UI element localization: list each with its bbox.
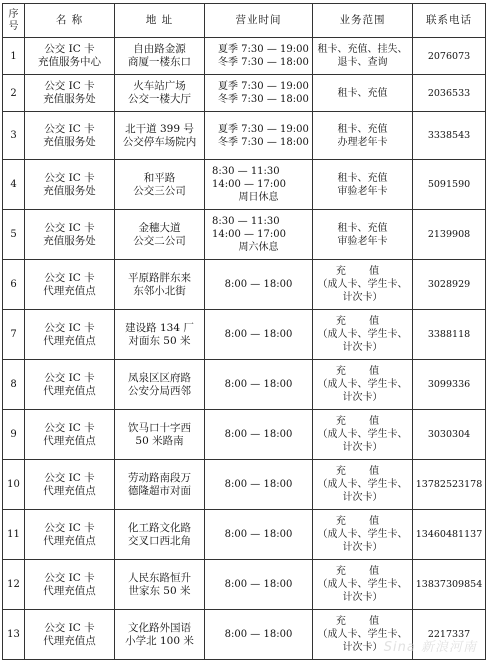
address-line: 对面东 50 米 bbox=[128, 334, 191, 347]
services-line: 充 值 bbox=[335, 466, 390, 477]
cell-address bbox=[115, 210, 205, 260]
cell-name bbox=[25, 460, 115, 510]
cell-name bbox=[25, 360, 115, 410]
table-row bbox=[3, 310, 486, 360]
cell-name bbox=[25, 75, 115, 112]
address-line: 火车站广场 bbox=[133, 80, 186, 92]
hours-line: 夏季 7:30 — 19:00 bbox=[218, 123, 309, 135]
name-line: 代理充值点 bbox=[43, 634, 96, 647]
cell-services bbox=[313, 460, 413, 510]
header-hours: 营业时间 bbox=[205, 4, 313, 38]
cell-services bbox=[313, 38, 413, 75]
cell-hours bbox=[205, 260, 313, 310]
address-line: 建设路 134 厂 bbox=[125, 321, 194, 334]
cell-services bbox=[313, 112, 413, 160]
address-line: 平原路胖东来 bbox=[128, 271, 191, 284]
cell-services bbox=[313, 260, 413, 310]
address-line: 人民东路恒升 bbox=[128, 571, 191, 584]
name-line: 代理充值点 bbox=[43, 384, 96, 397]
cell-phone: 2217337 bbox=[413, 610, 486, 660]
cell-hours bbox=[205, 112, 313, 160]
cell-address bbox=[115, 112, 205, 160]
cell-phone: 13460481137 bbox=[413, 510, 486, 560]
address-line: 化工路文化路 bbox=[128, 521, 191, 534]
name-line: 公交 IC 卡 bbox=[44, 171, 95, 184]
address-line: 和平路 bbox=[143, 171, 176, 184]
cell-name bbox=[25, 38, 115, 75]
cell-hours bbox=[205, 610, 313, 660]
cell-name bbox=[25, 160, 115, 210]
cell-services bbox=[313, 310, 413, 360]
services-line: 审验老年卡 bbox=[337, 235, 388, 247]
cell-seq: 4 bbox=[3, 160, 25, 210]
services-line: （成人卡、学生卡、 bbox=[317, 279, 408, 290]
name-line: 公交 IC 卡 bbox=[44, 321, 95, 334]
cell-address bbox=[115, 260, 205, 310]
address-line: 公交二公司 bbox=[133, 234, 186, 247]
cell-hours bbox=[205, 75, 313, 112]
cell-phone: 2076073 bbox=[413, 38, 486, 75]
cell-seq: 2 bbox=[3, 75, 25, 112]
cell-address bbox=[115, 310, 205, 360]
name-line: 公交 IC 卡 bbox=[44, 521, 95, 534]
cell-address bbox=[115, 610, 205, 660]
address-line: 公交一楼大厅 bbox=[128, 93, 191, 105]
header-row bbox=[3, 4, 486, 38]
cell-services bbox=[313, 410, 413, 460]
cell-services bbox=[313, 210, 413, 260]
header-phone: 联系电话 bbox=[413, 4, 486, 38]
name-line: 公交 IC 卡 bbox=[44, 621, 95, 634]
services-line: （成人卡、学生卡、 bbox=[317, 479, 408, 490]
outlet-table bbox=[2, 3, 486, 660]
services-line: （成人卡、学生卡、 bbox=[317, 629, 408, 640]
services-line: 充 值 bbox=[335, 616, 390, 627]
cell-address bbox=[115, 410, 205, 460]
cell-phone: 5091590 bbox=[413, 160, 486, 210]
table-row bbox=[3, 160, 486, 210]
table-row bbox=[3, 460, 486, 510]
address-line: 50 米路南 bbox=[135, 434, 184, 447]
hours-line: 8:00 — 18:00 bbox=[224, 379, 293, 390]
cell-name bbox=[25, 112, 115, 160]
header-address: 地 址 bbox=[115, 4, 205, 38]
address-line: 公安分局西邻 bbox=[128, 384, 191, 397]
cell-hours bbox=[205, 160, 313, 210]
cell-name bbox=[25, 310, 115, 360]
table-row bbox=[3, 410, 486, 460]
table-row bbox=[3, 560, 486, 610]
cell-address bbox=[115, 360, 205, 410]
cell-seq: 5 bbox=[3, 210, 25, 260]
cell-seq: 10 bbox=[3, 460, 25, 510]
name-line: 代理充值点 bbox=[43, 584, 96, 597]
cell-name bbox=[25, 410, 115, 460]
hours-line: 冬季 7:30 — 18:00 bbox=[218, 57, 309, 68]
name-line: 公交 IC 卡 bbox=[44, 80, 95, 92]
cell-name bbox=[25, 260, 115, 310]
services-line: （成人卡、学生卡、 bbox=[317, 379, 408, 390]
address-line: 公交停车场院内 bbox=[122, 135, 197, 148]
cell-services bbox=[313, 360, 413, 410]
cell-services bbox=[313, 510, 413, 560]
services-line: 计次卡） bbox=[342, 392, 383, 403]
services-line: （成人卡、学生卡、 bbox=[317, 529, 408, 540]
services-line: 计次卡） bbox=[342, 442, 383, 453]
services-line: 租卡、充值、挂失、 bbox=[317, 44, 408, 55]
address-line: 公交三公司 bbox=[133, 184, 186, 197]
services-line: 充 值 bbox=[335, 266, 390, 277]
cell-hours bbox=[205, 560, 313, 610]
name-line: 代理充值点 bbox=[43, 284, 96, 297]
hours-line: 8:00 — 18:00 bbox=[224, 579, 293, 590]
services-line: 计次卡） bbox=[342, 642, 383, 653]
table-row bbox=[3, 260, 486, 310]
hours-line: 冬季 7:30 — 18:00 bbox=[218, 136, 309, 148]
cell-hours bbox=[205, 38, 313, 75]
services-line: （成人卡、学生卡、 bbox=[317, 429, 408, 440]
name-line: 代理充值点 bbox=[43, 484, 96, 497]
services-line: 办理老年卡 bbox=[337, 136, 388, 148]
cell-name bbox=[25, 560, 115, 610]
cell-name bbox=[25, 610, 115, 660]
name-line: 公交 IC 卡 bbox=[44, 221, 95, 234]
table-row bbox=[3, 75, 486, 112]
cell-seq: 1 bbox=[3, 38, 25, 75]
hours-line: 8:00 — 18:00 bbox=[224, 629, 293, 640]
table-row bbox=[3, 210, 486, 260]
hours-line: 夏季 7:30 — 19:00 bbox=[218, 44, 309, 55]
cell-phone: 13837309854 bbox=[413, 560, 486, 610]
cell-name bbox=[25, 510, 115, 560]
services-line: 计次卡） bbox=[342, 492, 383, 503]
services-line: 租卡、充值 bbox=[337, 87, 388, 99]
name-line: 代理充值点 bbox=[43, 534, 96, 547]
address-line: 北干道 399 号 bbox=[125, 122, 194, 135]
cell-phone: 2139908 bbox=[413, 210, 486, 260]
name-line: 充值服务处 bbox=[43, 234, 96, 247]
services-line: 充 值 bbox=[335, 416, 390, 427]
table-row bbox=[3, 360, 486, 410]
cell-hours bbox=[205, 360, 313, 410]
cell-phone: 3028929 bbox=[413, 260, 486, 310]
cell-seq: 12 bbox=[3, 560, 25, 610]
services-line: 充 值 bbox=[335, 316, 390, 327]
services-line: 租卡、充值 bbox=[337, 172, 388, 184]
cell-hours bbox=[205, 460, 313, 510]
hours-line: 8:00 — 18:00 bbox=[224, 529, 293, 540]
name-line: 代理充值点 bbox=[43, 434, 96, 447]
cell-address bbox=[115, 560, 205, 610]
hours-line: 8:00 — 18:00 bbox=[224, 429, 293, 440]
name-line: 代理充值点 bbox=[43, 334, 96, 347]
services-line: 充 值 bbox=[335, 566, 390, 577]
name-line: 公交 IC 卡 bbox=[44, 421, 95, 434]
address-line: 德隆超市对面 bbox=[128, 484, 191, 497]
cell-phone: 2036533 bbox=[413, 75, 486, 112]
name-line: 充值服务处 bbox=[43, 93, 96, 105]
address-line: 交叉口西北角 bbox=[128, 534, 191, 547]
cell-services bbox=[313, 75, 413, 112]
hours-line: 周六休息 bbox=[238, 242, 279, 253]
hours-line: 8:30 — 11:30 bbox=[212, 216, 280, 227]
name-line: 充值服务处 bbox=[43, 135, 96, 148]
hours-line: 冬季 7:30 — 18:00 bbox=[218, 94, 309, 105]
hours-line: 14:00 — 17:00 bbox=[212, 179, 286, 190]
name-line: 公交 IC 卡 bbox=[44, 371, 95, 384]
name-line: 公交 IC 卡 bbox=[44, 43, 95, 55]
cell-address bbox=[115, 38, 205, 75]
address-line: 文化路外国语 bbox=[128, 621, 191, 634]
hours-line: 8:00 — 18:00 bbox=[224, 329, 293, 340]
cell-address bbox=[115, 75, 205, 112]
cell-address bbox=[115, 510, 205, 560]
header-name: 名 称 bbox=[25, 4, 115, 38]
services-line: 计次卡） bbox=[342, 542, 383, 553]
hours-line: 周日休息 bbox=[238, 192, 279, 203]
table-row bbox=[3, 38, 486, 75]
cell-seq: 13 bbox=[3, 610, 25, 660]
cell-name bbox=[25, 210, 115, 260]
address-line: 金穗大道 bbox=[138, 221, 181, 234]
cell-phone: 3338543 bbox=[413, 112, 486, 160]
services-line: 计次卡） bbox=[342, 342, 383, 353]
services-line: 充 值 bbox=[335, 516, 390, 527]
services-line: 充 值 bbox=[335, 366, 390, 377]
cell-address bbox=[115, 460, 205, 510]
cell-phone: 3388118 bbox=[413, 310, 486, 360]
address-line: 小学北 100 米 bbox=[125, 634, 194, 647]
hours-line: 8:00 — 18:00 bbox=[224, 479, 293, 490]
services-line: （成人卡、学生卡、 bbox=[317, 329, 408, 340]
table-row bbox=[3, 510, 486, 560]
services-line: 租卡、充值 bbox=[337, 123, 388, 135]
services-line: （成人卡、学生卡、 bbox=[317, 579, 408, 590]
name-line: 公交 IC 卡 bbox=[44, 471, 95, 484]
name-line: 充值服务处 bbox=[43, 184, 96, 197]
address-line: 凤泉区区府路 bbox=[128, 371, 191, 384]
hours-line: 8:30 — 11:30 bbox=[212, 166, 280, 177]
cell-services bbox=[313, 560, 413, 610]
name-line: 公交 IC 卡 bbox=[44, 271, 95, 284]
cell-phone: 3099336 bbox=[413, 360, 486, 410]
address-line: 世家东 50 米 bbox=[128, 584, 191, 597]
services-line: 退卡、查询 bbox=[337, 57, 388, 68]
services-line: 租卡、充值 bbox=[337, 222, 388, 234]
address-line: 饮马口十字西 bbox=[128, 421, 191, 434]
cell-seq: 8 bbox=[3, 360, 25, 410]
name-line: 公交 IC 卡 bbox=[44, 571, 95, 584]
address-line: 商厦一楼东口 bbox=[128, 56, 191, 68]
services-line: 审验老年卡 bbox=[337, 185, 388, 197]
cell-phone: 3030304 bbox=[413, 410, 486, 460]
watermark-logo: Sina 新浪河南 bbox=[383, 640, 477, 655]
hours-line: 14:00 — 17:00 bbox=[212, 229, 286, 240]
cell-hours bbox=[205, 210, 313, 260]
cell-seq: 6 bbox=[3, 260, 25, 310]
header-services: 业务范围 bbox=[313, 4, 413, 38]
cell-services bbox=[313, 160, 413, 210]
table-row bbox=[3, 112, 486, 160]
address-line: 自由路金源 bbox=[133, 43, 186, 55]
cell-hours bbox=[205, 310, 313, 360]
hours-line: 8:00 — 18:00 bbox=[224, 279, 293, 290]
header-seq: 序号 bbox=[3, 4, 25, 38]
cell-seq: 7 bbox=[3, 310, 25, 360]
address-line: 劳动路南段万 bbox=[128, 471, 191, 484]
name-line: 公交 IC 卡 bbox=[44, 122, 95, 135]
cell-seq: 11 bbox=[3, 510, 25, 560]
address-line: 东邻小北街 bbox=[133, 284, 186, 297]
cell-seq: 3 bbox=[3, 112, 25, 160]
cell-hours bbox=[205, 410, 313, 460]
cell-address bbox=[115, 160, 205, 210]
cell-phone: 13782523178 bbox=[413, 460, 486, 510]
services-line: 计次卡） bbox=[342, 592, 383, 603]
hours-line: 夏季 7:30 — 19:00 bbox=[218, 81, 309, 92]
cell-seq: 9 bbox=[3, 410, 25, 460]
cell-hours bbox=[205, 510, 313, 560]
services-line: 计次卡） bbox=[342, 292, 383, 303]
name-line: 充值服务中心 bbox=[38, 56, 101, 68]
